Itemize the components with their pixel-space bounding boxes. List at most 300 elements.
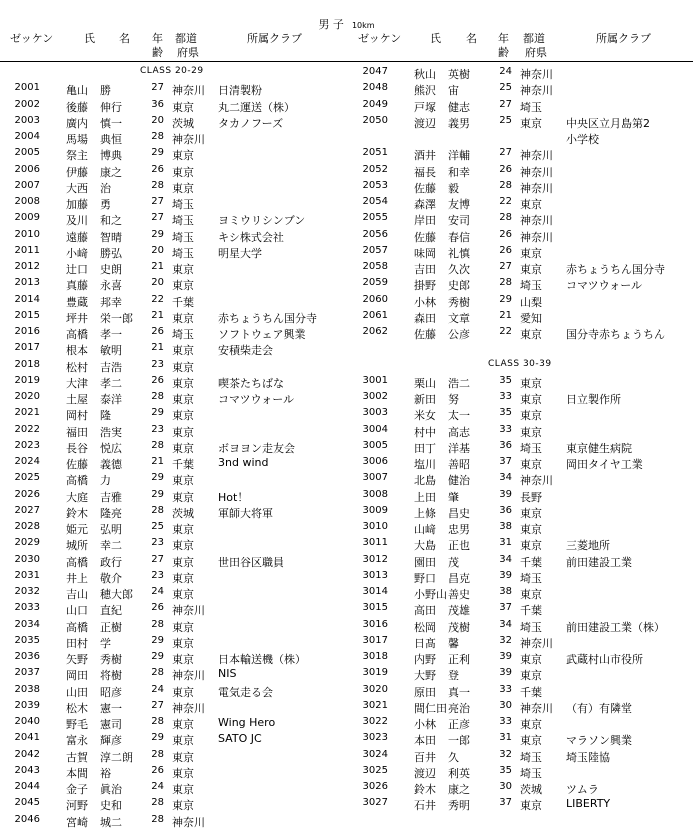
- table-row: [348, 667, 693, 683]
- prefecture: 神奈川: [520, 165, 553, 179]
- age: 27: [499, 98, 512, 110]
- prefecture: 千葉: [520, 604, 542, 618]
- given-name: 穂大郎: [100, 588, 133, 601]
- given-name: 浩二: [448, 376, 470, 390]
- blank-row: [348, 342, 693, 358]
- prefecture: 東京: [520, 116, 542, 130]
- bib-number: 2012: [14, 261, 40, 272]
- prefecture: 東京: [520, 246, 542, 260]
- class-label: CLASS 20-29: [140, 66, 204, 76]
- bib-number: 3014: [362, 586, 388, 597]
- age: 30: [499, 699, 512, 711]
- given-name: 吉雅: [100, 490, 122, 504]
- bib-number: 2040: [14, 716, 40, 727]
- table-row: [0, 99, 346, 115]
- surname: 渡辺: [414, 116, 436, 130]
- surname: 原田: [414, 685, 436, 699]
- club-name: ヨミウリシンブン: [218, 214, 306, 228]
- age: 28: [499, 212, 512, 224]
- surname: 富永: [66, 734, 88, 748]
- age: 28: [151, 716, 164, 727]
- given-name: 史郎: [448, 279, 470, 293]
- club-name: SATO JC: [218, 732, 262, 746]
- surname: 百井: [414, 750, 436, 764]
- prefecture: 東京: [172, 766, 194, 780]
- age: 27: [151, 82, 164, 94]
- bib-number: 3013: [362, 569, 388, 581]
- age: 24: [499, 66, 512, 77]
- table-row: [348, 375, 693, 391]
- given-name: 肇: [448, 490, 459, 504]
- header-age-1: 年: [152, 32, 163, 45]
- age: 23: [151, 537, 164, 549]
- table-row: [348, 489, 693, 505]
- prefecture: 神奈川: [520, 68, 553, 81]
- club-name: 赤ちょうちん国分寺: [218, 311, 317, 325]
- table-row: [348, 570, 693, 586]
- table-row: [348, 716, 693, 732]
- prefecture: 神奈川: [172, 84, 205, 98]
- bib-number: 3018: [362, 651, 388, 662]
- club-name: 日清製粉: [218, 84, 262, 98]
- age: 24: [151, 683, 164, 695]
- prefecture: 東京: [172, 409, 194, 423]
- prefecture: 東京: [172, 539, 194, 553]
- bib-number: 2013: [14, 277, 40, 289]
- age: 28: [151, 391, 164, 402]
- table-row: [0, 635, 346, 651]
- prefecture: 東京: [172, 571, 194, 585]
- bib-number: 2005: [14, 147, 40, 159]
- bib-number: 2053: [362, 179, 388, 191]
- bib-number: 2034: [14, 618, 40, 630]
- age: 26: [151, 764, 164, 776]
- surname: 松岡: [414, 620, 436, 634]
- bib-number: 3020: [362, 683, 388, 695]
- age: 21: [151, 342, 164, 354]
- club-name: 電気走る会: [218, 685, 273, 699]
- surname: 石井: [414, 799, 436, 813]
- prefecture: 神奈川: [520, 214, 553, 228]
- bib-number: 2020: [14, 391, 40, 402]
- bib-number: 2028: [14, 521, 40, 532]
- bib-number: 3003: [362, 407, 388, 419]
- age: 28: [499, 277, 512, 289]
- prefecture: 神奈川: [172, 701, 205, 715]
- prefecture: 東京: [520, 539, 542, 553]
- surname: 野口: [414, 571, 436, 585]
- table-row: [348, 115, 693, 131]
- prefecture: 東京: [172, 100, 194, 114]
- table-row: [348, 456, 693, 472]
- given-name: 智晴: [100, 230, 122, 244]
- age: 26: [499, 228, 512, 240]
- distance-label: 10km: [351, 21, 375, 30]
- bib-number: 3006: [362, 456, 388, 467]
- bib-number: 2027: [14, 504, 40, 516]
- prefecture: 東京: [172, 588, 194, 601]
- surname: 根本: [66, 344, 88, 358]
- prefecture: 愛知: [520, 311, 542, 325]
- given-name: 文章: [448, 311, 470, 325]
- given-name: 泰洋: [100, 393, 122, 406]
- prefecture: 茨城: [520, 783, 542, 796]
- given-name: 茂雄: [448, 604, 470, 618]
- age: 22: [499, 326, 512, 337]
- surname: 村中: [414, 425, 436, 439]
- table-row: [0, 602, 346, 618]
- surname: 金子: [66, 783, 88, 796]
- table-row: [0, 732, 346, 748]
- surname: 日髙: [414, 636, 436, 650]
- given-name: 太一: [448, 409, 470, 423]
- surname: 豊蔵: [66, 295, 88, 309]
- age: 36: [499, 504, 512, 516]
- table-row: [348, 180, 693, 196]
- prefecture: 東京: [520, 409, 542, 423]
- surname: 後藤: [66, 100, 88, 114]
- age: 26: [499, 163, 512, 175]
- club-name: タカノフーズ: [218, 116, 284, 130]
- club-name: 明星大学: [218, 246, 262, 260]
- given-name: 洋基: [448, 441, 470, 455]
- surname: 高橋: [66, 555, 88, 569]
- prefecture: 東京: [172, 490, 194, 504]
- prefecture: 長野: [520, 490, 542, 504]
- given-name: 昌史: [448, 506, 470, 520]
- prefecture: 茨城: [172, 116, 194, 130]
- age: 28: [151, 748, 164, 760]
- surname: 吉田: [414, 263, 436, 276]
- bib-number: 2026: [14, 488, 40, 500]
- bib-number: 2058: [362, 261, 388, 272]
- club-name: （有）有隣堂: [566, 701, 632, 715]
- club-name: 中央区立月島第2: [566, 116, 650, 130]
- surname: 酒井: [414, 149, 436, 163]
- age: 29: [151, 472, 164, 484]
- club-name: キシ株式会社: [218, 230, 284, 244]
- prefecture: 東京: [172, 165, 194, 179]
- given-name: 一郎: [448, 734, 470, 748]
- prefecture: 東京: [172, 279, 194, 293]
- surname: 森澤: [414, 198, 436, 211]
- bib-number: 2016: [14, 326, 40, 337]
- given-name: 善史: [448, 588, 470, 601]
- surname: 山田: [66, 685, 88, 699]
- prefecture: 東京: [172, 685, 194, 699]
- club-name: コマツウォール: [566, 279, 643, 293]
- table-row: [348, 505, 693, 521]
- given-name: 栄一郎: [100, 311, 133, 325]
- club-name: 丸二運送（株）: [218, 100, 295, 114]
- surname: 上田: [414, 490, 436, 504]
- prefecture: 山梨: [520, 295, 542, 309]
- surname: 古賀: [66, 750, 88, 764]
- age: 29: [151, 488, 164, 500]
- table-row: [0, 537, 346, 553]
- club-name: 日立製作所: [566, 393, 621, 406]
- prefecture: 東京: [520, 669, 542, 683]
- prefecture: 東京: [172, 441, 194, 455]
- age: 26: [151, 602, 164, 614]
- table-row: [0, 456, 346, 472]
- surname: 辻口: [66, 263, 88, 276]
- table-row: [348, 472, 693, 488]
- prefecture: 埼玉: [520, 100, 542, 114]
- surname: 佐藤: [414, 230, 436, 244]
- surname: 遠藤: [66, 230, 88, 244]
- given-name: 伸行: [100, 100, 122, 114]
- given-name: 直紀: [100, 604, 122, 618]
- given-name: 輝彦: [100, 734, 122, 748]
- given-name: 政行: [100, 555, 122, 569]
- surname: 長谷: [66, 441, 88, 455]
- club-name: 赤ちょうちん国分寺: [566, 263, 665, 276]
- table-row: [348, 732, 693, 748]
- surname: 塩川: [414, 458, 436, 471]
- bib-number: 2017: [14, 342, 40, 354]
- given-name: 康之: [100, 165, 122, 179]
- table-row: [0, 667, 346, 683]
- table-row: [0, 310, 346, 326]
- bib-number: 2052: [362, 163, 388, 175]
- prefecture: 東京: [172, 376, 194, 390]
- age: 35: [499, 374, 512, 386]
- given-name: 和之: [100, 214, 122, 228]
- age: 34: [499, 618, 512, 630]
- given-name: 力: [100, 474, 111, 488]
- surname: 姫元: [66, 523, 88, 536]
- prefecture: 東京: [520, 425, 542, 439]
- prefecture: 東京: [520, 653, 542, 666]
- given-name: 安司: [448, 214, 470, 228]
- given-name: 将樹: [100, 669, 122, 683]
- age: 28: [151, 797, 164, 809]
- given-name: 義男: [448, 116, 470, 130]
- bib-number: 2045: [14, 797, 40, 809]
- given-name: 英樹: [448, 68, 470, 81]
- surname: 城所: [66, 539, 88, 553]
- bib-number: 3002: [362, 391, 388, 402]
- prefecture: 埼玉: [172, 214, 194, 228]
- class-heading: [0, 66, 346, 82]
- table-row: [0, 586, 346, 602]
- table-row: [0, 180, 346, 196]
- table-row: [348, 212, 693, 228]
- header-bib: ゼッケン: [358, 32, 402, 45]
- given-name: 邦幸: [100, 295, 122, 309]
- given-name: 茂: [448, 555, 459, 569]
- table-row: [0, 131, 346, 147]
- age: 34: [499, 553, 512, 565]
- table-row: [0, 212, 346, 228]
- header-right: [348, 30, 693, 60]
- table-row: [348, 66, 693, 82]
- table-row: [0, 391, 346, 407]
- bib-number: 3005: [362, 439, 388, 451]
- given-name: 宙: [448, 84, 459, 98]
- given-name: 馨: [448, 636, 459, 650]
- bib-number: 2048: [362, 82, 388, 94]
- header-pref-2: 府県: [525, 46, 547, 59]
- table-row: [0, 749, 346, 765]
- table-row: [348, 765, 693, 781]
- age: 27: [151, 699, 164, 711]
- age: 31: [499, 732, 512, 744]
- given-name: 幸二: [100, 539, 122, 553]
- prefecture: 埼玉: [172, 230, 194, 244]
- age: 27: [151, 212, 164, 224]
- club-name: マラソン興業: [566, 734, 632, 748]
- surname: 及川: [66, 214, 88, 228]
- surname: 高橋: [66, 474, 88, 488]
- surname: 福田: [66, 425, 88, 439]
- prefecture: 東京: [172, 718, 194, 731]
- age: 27: [499, 147, 512, 159]
- given-name: 和幸: [448, 165, 470, 179]
- given-name: 義德: [100, 458, 122, 471]
- table-row: [348, 294, 693, 310]
- bib-number: 2039: [14, 699, 40, 711]
- prefecture: 埼玉: [520, 441, 542, 455]
- age: 23: [151, 569, 164, 581]
- age: 39: [499, 651, 512, 662]
- bib-number: 2033: [14, 602, 40, 614]
- prefecture: 東京: [172, 149, 194, 163]
- surname: 高橋: [66, 620, 88, 634]
- surname: 大西: [66, 181, 88, 195]
- surname: 小林: [414, 718, 436, 731]
- table-row: [348, 684, 693, 700]
- prefecture: 神奈川: [520, 230, 553, 244]
- header-club: 所属クラブ: [247, 32, 302, 45]
- age: 39: [499, 569, 512, 581]
- bib-number: 2049: [362, 98, 388, 110]
- given-name: 孝二: [100, 376, 122, 390]
- age: 23: [151, 423, 164, 435]
- prefecture: 東京: [520, 718, 542, 731]
- age: 22: [151, 293, 164, 305]
- age: 20: [151, 277, 164, 289]
- table-row: [348, 424, 693, 440]
- club-name: 前田建設工業: [566, 555, 632, 569]
- given-name: 努: [448, 393, 459, 406]
- bib-number: 2042: [14, 748, 40, 760]
- bib-number: 2044: [14, 781, 40, 792]
- given-name: 典恒: [100, 133, 122, 146]
- given-name: 史朗: [100, 263, 122, 276]
- age: 30: [499, 781, 512, 792]
- header-bib: ゼッケン: [10, 32, 54, 45]
- prefecture: 東京: [172, 799, 194, 813]
- surname: 大島: [414, 539, 436, 553]
- table-row: [348, 781, 693, 797]
- age: 26: [151, 374, 164, 386]
- age: 27: [499, 261, 512, 272]
- given-name: 永喜: [100, 279, 122, 293]
- bib-number: 2025: [14, 472, 40, 484]
- given-name: 悦広: [100, 441, 122, 455]
- age: 26: [151, 163, 164, 175]
- given-name: 礼慎: [448, 246, 470, 260]
- bib-number: 2014: [14, 293, 40, 305]
- bib-number: 3015: [362, 602, 388, 614]
- table-row: [0, 505, 346, 521]
- prefecture: 東京: [520, 588, 542, 601]
- given-name: 秀樹: [100, 653, 122, 666]
- given-name: 昭彦: [100, 685, 122, 699]
- given-name: 秀明: [448, 799, 470, 813]
- surname: 上條: [414, 506, 436, 520]
- prefecture: 東京: [172, 311, 194, 325]
- table-row: [0, 326, 346, 342]
- table-row: [0, 342, 346, 358]
- table-row: [0, 245, 346, 261]
- prefecture: 東京: [172, 263, 194, 276]
- table-row: [348, 391, 693, 407]
- table-row: [0, 164, 346, 180]
- given-name: 康之: [448, 783, 470, 796]
- given-name: 隆亮: [100, 506, 122, 520]
- age: 21: [151, 309, 164, 321]
- given-name: 正也: [448, 539, 470, 553]
- class-label: CLASS 30-39: [488, 358, 552, 369]
- table-row: [0, 700, 346, 716]
- table-row: [348, 196, 693, 212]
- bib-number: 2046: [14, 813, 40, 825]
- header-name-2: 名: [466, 32, 477, 45]
- prefecture: 神奈川: [520, 474, 553, 488]
- prefecture: 東京: [172, 181, 194, 195]
- surname: 田丁: [414, 441, 436, 455]
- given-name: 正樹: [100, 620, 122, 634]
- club-name: 小学校: [566, 133, 599, 146]
- table-row: [348, 700, 693, 716]
- club-name: コマツウォール: [218, 393, 295, 406]
- given-name: 久: [448, 750, 459, 764]
- given-name: 勝弘: [100, 246, 122, 260]
- bib-number: 2018: [14, 358, 40, 370]
- prefecture: 東京: [520, 376, 542, 390]
- bib-number: 3026: [362, 781, 388, 792]
- given-name: 史和: [100, 799, 122, 813]
- bib-number: 3011: [362, 537, 388, 549]
- table-row: [0, 147, 346, 163]
- header-left: [0, 30, 346, 60]
- surname: 坪井: [66, 311, 88, 325]
- header-divider: [0, 61, 693, 62]
- given-name: 隆: [100, 409, 111, 423]
- age: 35: [499, 407, 512, 419]
- surname: 祭主: [66, 149, 88, 163]
- bib-number: 3021: [362, 699, 388, 711]
- age: 38: [499, 521, 512, 532]
- given-name: 毅: [448, 181, 459, 195]
- prefecture: 東京: [520, 506, 542, 520]
- table-row: [0, 472, 346, 488]
- bib-number: 3012: [362, 553, 388, 565]
- age: 31: [499, 537, 512, 549]
- club-name: 3nd wind: [218, 456, 269, 469]
- surname: 森田: [414, 311, 436, 325]
- age: 22: [499, 196, 512, 207]
- header-age-1: 年: [498, 32, 509, 45]
- age: 39: [499, 667, 512, 679]
- age: 25: [151, 521, 164, 532]
- age: 29: [151, 147, 164, 159]
- prefecture: 東京: [520, 458, 542, 471]
- prefecture: 神奈川: [172, 815, 205, 829]
